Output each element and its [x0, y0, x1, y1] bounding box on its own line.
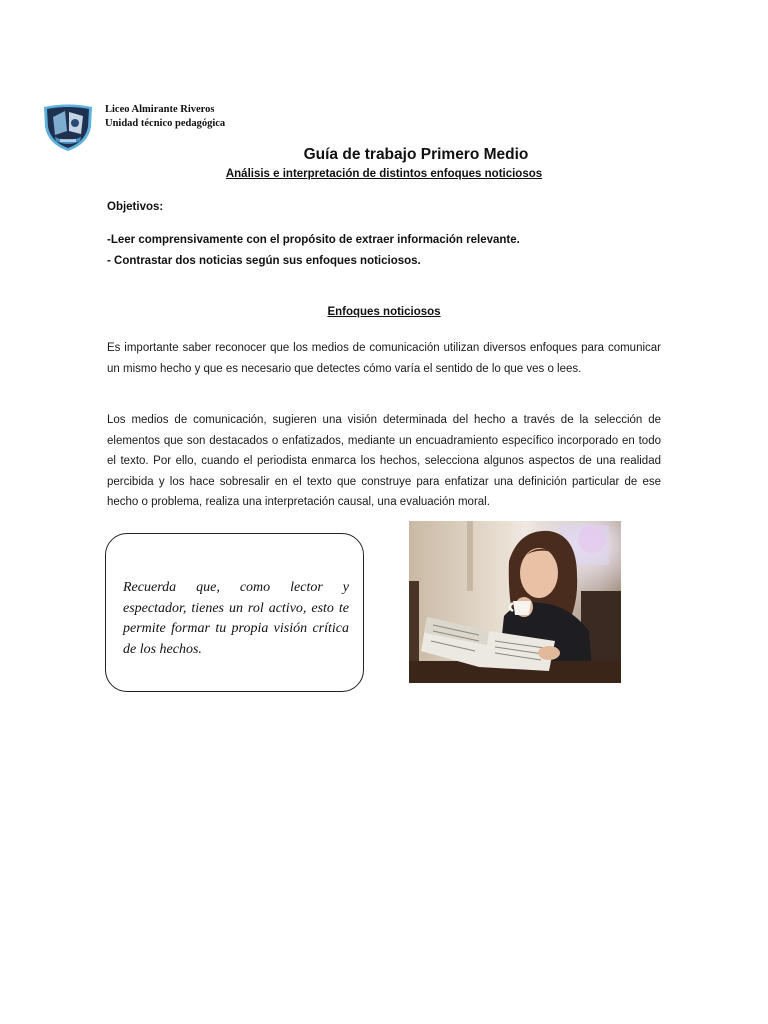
section-title: Enfoques noticiosos — [327, 306, 441, 318]
body-paragraph: Es importante saber reconocer que los medios de comunicación utilizan diversos enfoques para comunicar un mismo hecho y que es necesario que detectes cómo varía el sentido de lo que ves o lees. — [107, 342, 661, 375]
document-title: Guía de trabajo Primero Medio — [303, 146, 529, 163]
objective-item: - Contrastar dos noticias según sus enfoques noticiosos. — [107, 255, 421, 267]
document-subtitle: Análisis e interpretación de distintos enfoques noticiosos — [225, 168, 543, 180]
body-paragraph: Los medios de comunicación, sugieren una visión determinada del hecho a través de la selección de elementos que son destacados o enfatizados, mediante un encuadramiento específico incorporado en todo el texto. Por ello, cuando el periodista enmarca los hechos, selecciona algunos aspectos de una realidad percibida y los hace sobresalir en el texto que construye para enfatizar una definición particular de ese hecho o problema, realiza una interpretación causal, una evaluación moral. — [107, 414, 661, 508]
woman-reading-newspaper-illustration — [409, 521, 621, 683]
school-name: Liceo Almirante Riveros — [105, 104, 215, 115]
reminder-text: Recuerda que, como lector y espectador, tienes un rol activo, esto te permite formar tu propia visión crítica de los hechos. — [123, 580, 349, 657]
objective-item: -Leer comprensivamente con el propósito de extraer información relevante. — [107, 234, 520, 246]
school-department: Unidad técnico pedagógica — [105, 118, 226, 129]
reminder-box — [105, 533, 364, 692]
objectives-label: Objetivos: — [107, 201, 164, 213]
